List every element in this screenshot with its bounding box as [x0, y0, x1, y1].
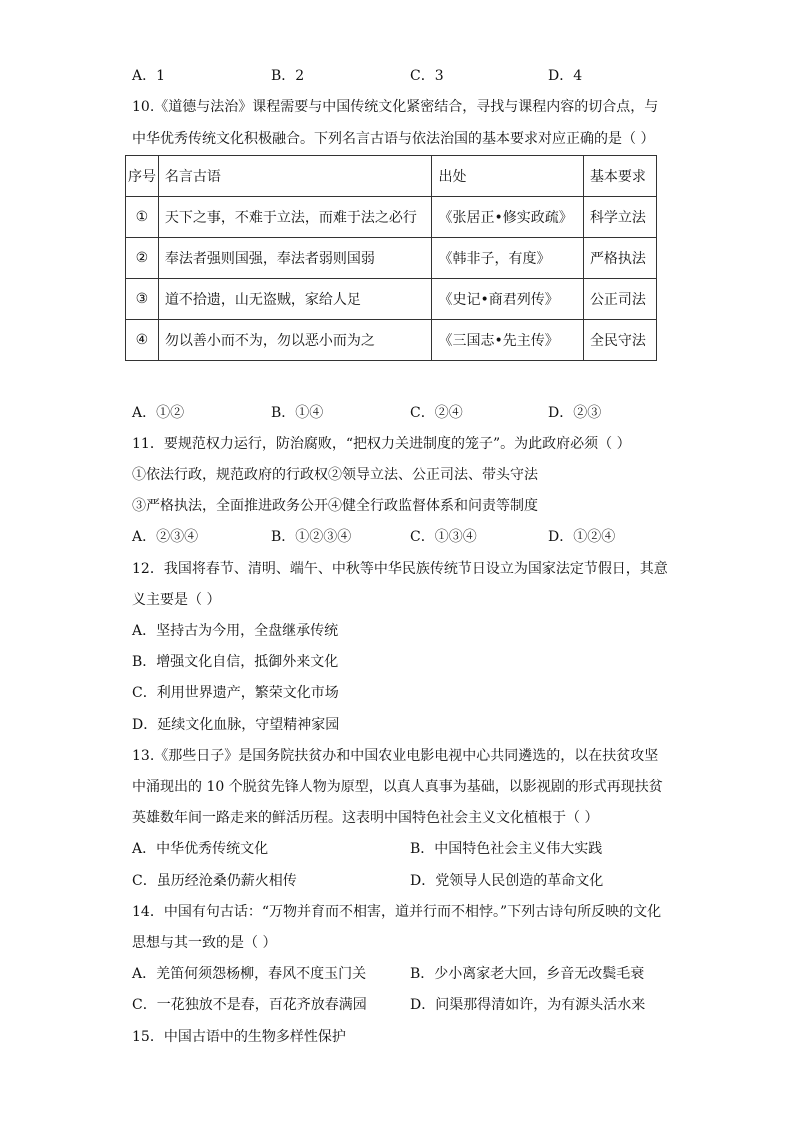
table-cell: 《史记•商君列传》 [432, 279, 583, 320]
table-row [126, 320, 657, 361]
table-cell: 公正司法 [583, 279, 656, 320]
q13-option-d: D．党领导人民创造的革命文化 [410, 873, 604, 889]
q10-option-c: C．②④ [410, 405, 463, 421]
q10-stem-line-1: 10.《道德与法治》课程需要与中国传统文化紧密结合，寻找与课程内容的切合点，与 [132, 99, 659, 115]
q13-option-c: C．虽历经沧桑仍薪火相传 [132, 873, 297, 889]
table-header-cell: 序号 [126, 156, 159, 197]
q11-stem-line-3: ③严格执法，全面推进政务公开④健全行政监督体系和问责等制度 [132, 498, 538, 514]
q12-option-a: A．坚持古为今用，全盘继承传统 [132, 623, 339, 639]
table-row [126, 279, 657, 320]
q14-option-c: C．一花独放不是春，百花齐放春满园 [132, 997, 367, 1013]
table-cell: 科学立法 [583, 197, 656, 238]
q13-stem-line-3: 英雄数年间一路走来的鲜活历程。这表明中国特色社会主义文化植根于（ ） [132, 810, 599, 826]
q12-option-b: B．增强文化自信，抵御外来文化 [132, 654, 339, 670]
table-cell: 勿以善小而不为，勿以恶小而为之 [158, 320, 432, 361]
q12-stem-line-2: 义主要是（ ） [132, 592, 221, 608]
q10-option-a: A．①② [132, 405, 185, 421]
q11-option-a: A．②③④ [132, 529, 199, 545]
q14-option-a: A．羌笛何须怨杨柳，春风不度玉门关 [132, 966, 367, 982]
q10-option-d: D．②③ [548, 405, 602, 421]
table-cell: 严格执法 [583, 238, 656, 279]
table-cell: ① [126, 197, 159, 238]
q12-option-c: C．利用世界遗产，繁荣文化市场 [132, 685, 339, 701]
q9-option-a: A．1 [132, 68, 166, 84]
table-row [126, 238, 657, 279]
q10-table [125, 155, 657, 361]
table-header-row [126, 156, 657, 197]
table-row [126, 197, 657, 238]
table-cell: 《张居正•修实政疏》 [432, 197, 583, 238]
table-cell: ④ [126, 320, 159, 361]
q11-stem-line-1: 11．要规范权力运行，防治腐败，“把权力关进制度的笼子”。为此政府必须（ ） [132, 436, 631, 452]
q9-option-c: C．3 [410, 68, 444, 84]
q14-option-d: D．问渠那得清如许，为有源头活水来 [410, 997, 646, 1013]
table-cell: 天下之事，不难于立法，而难于法之必行 [158, 197, 432, 238]
q10-option-b: B．①④ [271, 405, 324, 421]
q13-stem-line-1: 13.《那些日子》是国务院扶贫办和中国农业电影电视中心共同遴选的，以在扶贫攻坚 [132, 748, 659, 764]
table-cell: 道不拾遗，山无盗贼，家给人足 [158, 279, 432, 320]
q13-stem-line-2: 中涌现出的 10 个脱贫先锋人物为原型，以真人真事为基础，以影视剧的形式再现扶贫 [132, 779, 663, 795]
q12-option-d: D．延续文化血脉，守望精神家园 [132, 717, 340, 733]
q13-option-b: B．中国特色社会主义伟大实践 [410, 841, 603, 857]
q9-option-d: D．4 [548, 68, 583, 84]
table-cell: ② [126, 238, 159, 279]
q11-option-d: D．①②④ [548, 529, 616, 545]
q11-option-b: B．①②③④ [271, 529, 352, 545]
table-header-cell: 名言古语 [158, 156, 432, 197]
q14-option-b: B．少小离家老大回，乡音无改鬓毛衰 [410, 966, 645, 982]
q13-option-a: A．中华优秀传统文化 [132, 841, 269, 857]
table-cell: ③ [126, 279, 159, 320]
q15-stem-line-1: 15．中国古语中的生物多样性保护 [132, 1029, 346, 1045]
q14-stem-line-2: 思想与其一致的是（ ） [132, 935, 277, 951]
q14-stem-line-1: 14．中国有句古话：“万物并育而不相害，道并行而不相悖。”下列古诗句所反映的文化 [132, 904, 662, 920]
table-cell: 《三国志•先主传》 [432, 320, 583, 361]
q10-stem-line-2: 中华优秀传统文化积极融合。下列名言古语与依法治国的基本要求对应正确的是（ ） [132, 131, 655, 147]
q11-option-c: C．①③④ [410, 529, 477, 545]
table-cell: 《韩非子，有度》 [432, 238, 583, 279]
table-cell: 全民守法 [583, 320, 656, 361]
table-cell: 奉法者强则国强，奉法者弱则国弱 [158, 238, 432, 279]
q9-option-b: B．2 [271, 68, 305, 84]
q11-stem-line-2: ①依法行政，规范政府的行政权②领导立法、公正司法、带头守法 [132, 467, 538, 483]
table-header-cell: 基本要求 [583, 156, 656, 197]
table-header-cell: 出处 [432, 156, 583, 197]
q12-stem-line-1: 12．我国将春节、清明、端午、中秋等中华民族传统节日设立为国家法定节假日，其意 [132, 561, 668, 577]
